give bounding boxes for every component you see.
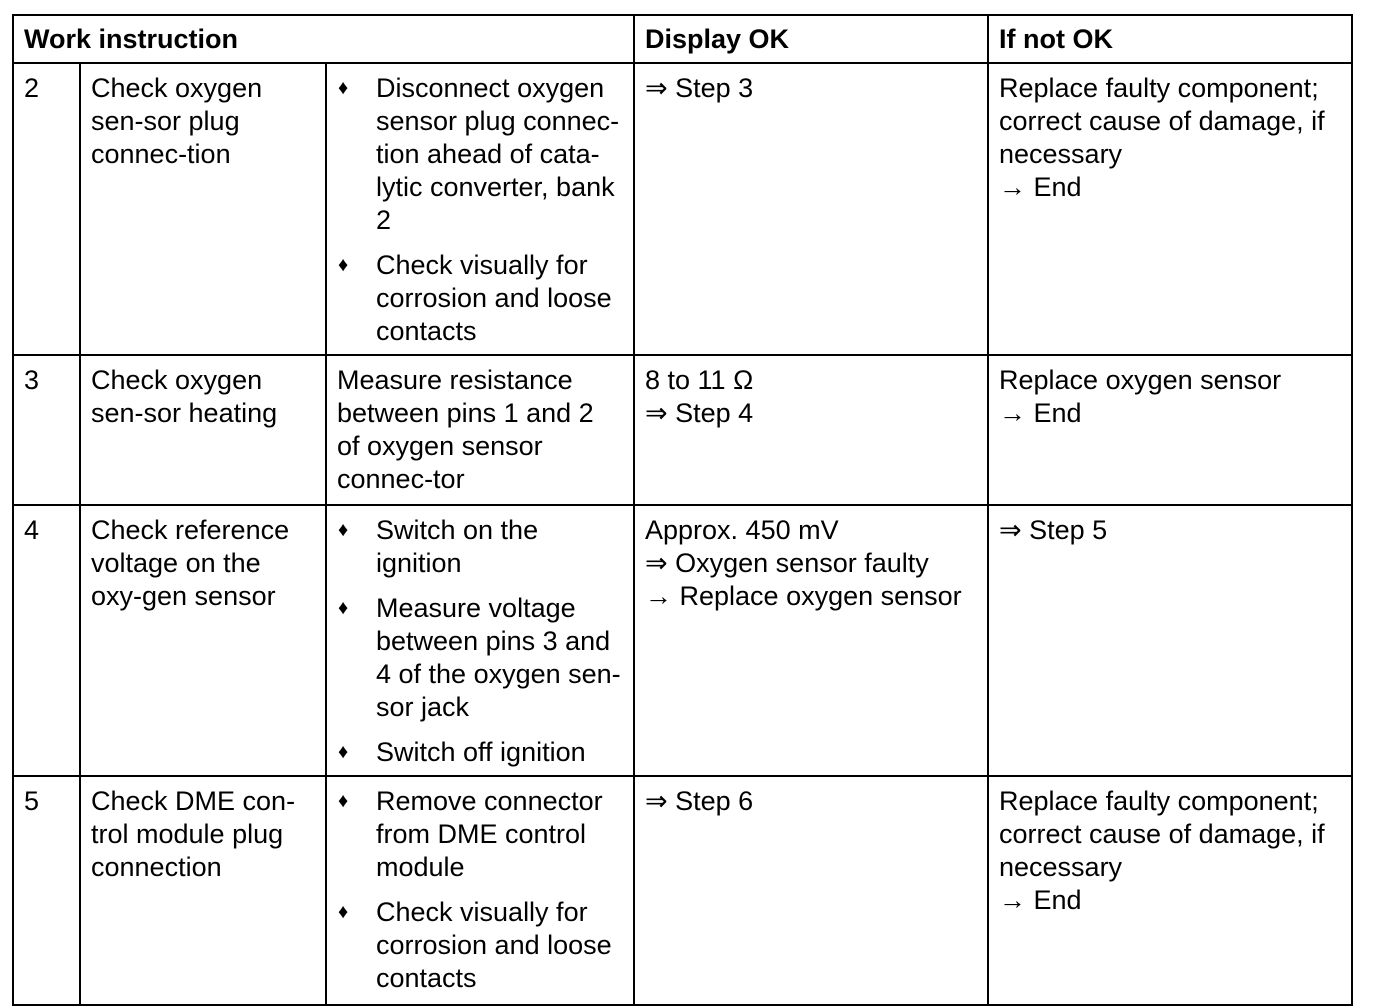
table-row bbox=[13, 63, 1352, 355]
diamond-bullet-icon: ♦ bbox=[338, 901, 349, 923]
diamond-bullet-icon: ♦ bbox=[338, 790, 349, 812]
action-text: Switch off ignition bbox=[376, 737, 586, 767]
step-actions bbox=[326, 505, 634, 776]
action-item bbox=[337, 592, 623, 724]
table-row bbox=[13, 505, 1352, 776]
if-not-ok-line: Replace faulty component; correct cause of damage, if necessary bbox=[999, 73, 1325, 169]
action-item bbox=[337, 896, 623, 995]
if-not-ok-cell bbox=[988, 63, 1352, 355]
if-not-ok-cell bbox=[988, 355, 1352, 505]
if-not-ok-cell bbox=[988, 505, 1352, 776]
step-title: Check reference voltage on the oxy-gen sensor bbox=[80, 505, 326, 776]
step-actions bbox=[326, 776, 634, 1005]
action-text: Remove connector from DME control module bbox=[376, 786, 603, 882]
header-if-not-ok: If not OK bbox=[988, 15, 1352, 63]
action-item bbox=[337, 72, 623, 237]
display-ok-cell bbox=[634, 355, 988, 505]
if-not-ok-line: ⇒ Step 5 bbox=[999, 515, 1108, 545]
diamond-bullet-icon: ♦ bbox=[338, 77, 349, 99]
step-number: 4 bbox=[13, 505, 80, 776]
action-item bbox=[337, 249, 623, 348]
step-actions bbox=[326, 63, 634, 355]
table-row bbox=[13, 355, 1352, 505]
diamond-bullet-icon: ♦ bbox=[338, 519, 349, 541]
header-row bbox=[13, 15, 1352, 63]
display-ok-line: → Replace oxygen sensor bbox=[645, 581, 962, 611]
action-text: Check visually for corrosion and loose contacts bbox=[376, 250, 612, 346]
work-instruction-table bbox=[12, 14, 1353, 1006]
diamond-bullet-icon: ♦ bbox=[338, 597, 349, 619]
display-ok-cell bbox=[634, 63, 988, 355]
if-not-ok-line: Replace oxygen sensor bbox=[999, 365, 1282, 395]
header-display-ok: Display OK bbox=[634, 15, 988, 63]
step-number: 2 bbox=[13, 63, 80, 355]
diamond-bullet-icon: ♦ bbox=[338, 741, 349, 763]
step-title: Check oxygen sen-sor plug connec-tion bbox=[80, 63, 326, 355]
if-not-ok-line: → End bbox=[999, 398, 1082, 428]
header-work-instruction: Work instruction bbox=[13, 15, 634, 63]
action-text: Check visually for corrosion and loose contacts bbox=[376, 897, 612, 993]
table-row bbox=[13, 776, 1352, 1005]
step-title: Check DME con-trol module plug connection bbox=[80, 776, 326, 1005]
step-number: 3 bbox=[13, 355, 80, 505]
action-item bbox=[337, 785, 623, 884]
display-ok-line: ⇒ Step 4 bbox=[645, 398, 754, 428]
display-ok-line: ⇒ Step 6 bbox=[645, 786, 754, 816]
action-text: Switch on the ignition bbox=[376, 515, 539, 578]
if-not-ok-line: → End bbox=[999, 885, 1082, 915]
display-ok-line: ⇒ Oxygen sensor faulty bbox=[645, 548, 929, 578]
action-item bbox=[337, 736, 623, 769]
action-text: Measure voltage between pins 3 and 4 of the oxygen sen-sor jack bbox=[376, 593, 621, 722]
if-not-ok-line: Replace faulty component; correct cause of damage, if necessary bbox=[999, 786, 1325, 882]
diamond-bullet-icon: ♦ bbox=[338, 254, 349, 276]
step-action-text: Measure resistance between pins 1 and 2 of oxygen sensor connec-tor bbox=[326, 355, 634, 505]
display-ok-line: Approx. 450 mV bbox=[645, 515, 839, 545]
action-text: Disconnect oxygen sensor plug connec-tion ahead of cata-lytic converter, bank 2 bbox=[376, 73, 620, 235]
display-ok-line: ⇒ Step 3 bbox=[645, 73, 754, 103]
if-not-ok-line: → End bbox=[999, 172, 1082, 202]
if-not-ok-cell bbox=[988, 776, 1352, 1005]
step-number: 5 bbox=[13, 776, 80, 1005]
step-title: Check oxygen sen-sor heating bbox=[80, 355, 326, 505]
display-ok-cell bbox=[634, 776, 988, 1005]
action-item bbox=[337, 514, 623, 580]
display-ok-line: 8 to 11 Ω bbox=[645, 365, 754, 395]
display-ok-cell bbox=[634, 505, 988, 776]
